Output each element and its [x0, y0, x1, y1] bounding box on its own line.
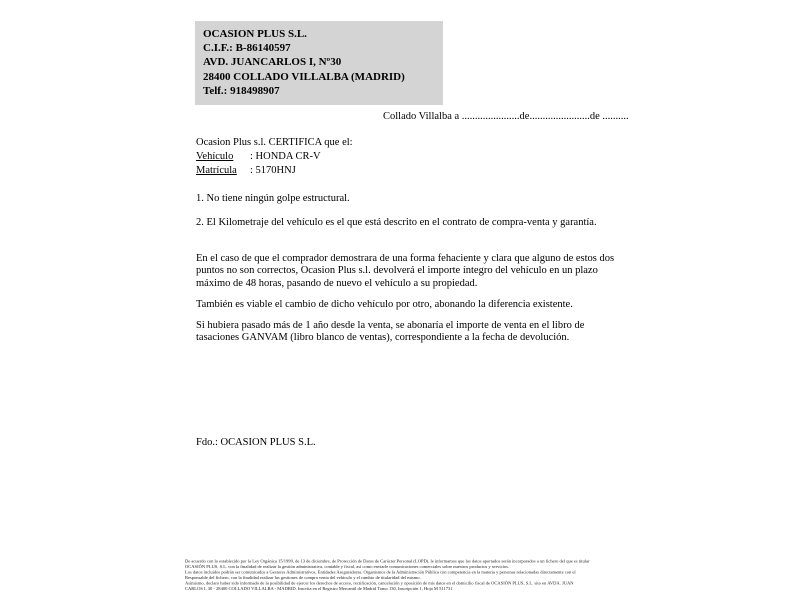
- legal-line: Los datos incluidos podrán ser comunicados a Gestores Administrativos, Entidades Aseguradoras, Organismos de la Administración Pública con competencia en la materia y personas relacionadas directamente con el: [185, 569, 576, 575]
- paragraph-refund: En el caso de que el comprador demostrara de una forma fehaciente y clara que alguno de estos dos puntos no son correctos, Ocasion Plus s.l. devolverá el importe íntegro del vehículo en un plazo máximo de 48 horas, pasando de nuevo el vehículo a su propiedad.: [196, 253, 615, 289]
- legal-line: Responsable del fichero, con la finalidad realizar las gestiones de compra venta del vehículo y el cambio de titularidad del mismo.: [185, 574, 421, 581]
- vehicle-row: [196, 150, 353, 164]
- numbered-points: [196, 193, 620, 240]
- company-name: OCASION PLUS S.L.: [203, 28, 307, 40]
- legal-line: De acuerdo con lo establecido por la Ley Orgánica 15/1999, de 13 de diciembre, de Protección de Datos de Carácter Personal (LOPD), le informamos que los datos aportados serán incorporados a un fichero del que es titular: [185, 558, 590, 564]
- company-phone: Telf.: 918498907: [203, 84, 280, 97]
- company-header-block: [195, 21, 443, 105]
- certification-intro: Ocasion Plus s.l. CERTIFICA que el:: [196, 137, 353, 148]
- legal-line: CARLOS I, 30 - 28400 COLLADO VILLALBA - MADRID. Inscrita en el Registro Mercantil de Madrid Tomo 130, Inscripción 1, Hoja M 511731: [185, 585, 453, 592]
- company-address: AVD. JUANCARLOS I, Nº30: [203, 56, 342, 69]
- legal-line: Asimismo, declaro haber sido informado de la posibilidad de ejercer los derechos de acceso, rectificación, cancelación y oposición de mis datos en el domicilio fiscal de OCASIÓN PLUS, S.L. sito en AVDA. JUAN: [185, 580, 574, 586]
- legal-line: OCASIÓN PLUS, S.L. con la finalidad de realizar la gestión administrativa, contable y fiscal, así como enviarle comunicaciones comerciales sobre nuestros productos y servicios.: [185, 563, 510, 570]
- date-line: Collado Villalba a ......................de.......................de ..........: [383, 111, 629, 122]
- company-cif: C.I.F.: B-86140597: [203, 42, 291, 55]
- point-2: 2. El Kilometraje del vehículo es el que está descrito en el contrato de compra-venta y garantía.: [196, 216, 597, 228]
- vehicle-value: : HONDA CR-V: [250, 151, 321, 162]
- certification-block: [196, 136, 353, 178]
- legal-footer: [185, 558, 615, 591]
- vehicle-label: Vehículo: [196, 151, 234, 162]
- paragraph-ganvam: Si hubiera pasado más de 1 año desde la venta, se abonaría el importe de venta en el libro de tasaciones GANVAM (libro blanco de ventas), correspondiente a la fecha de devolución.: [196, 320, 585, 344]
- plate-label: Matrícula: [196, 165, 237, 176]
- company-city: 28400 COLLADO VILLALBA (MADRID): [203, 70, 405, 83]
- point-1: 1. No tiene ningún golpe estructural.: [196, 193, 350, 204]
- plate-row: [196, 164, 353, 178]
- plate-value: : 5170HNJ: [250, 165, 296, 176]
- body-paragraphs: [196, 253, 620, 354]
- paragraph-exchange: También es viable el cambio de dicho vehículo por otro, abonando la diferencia existente.: [196, 298, 573, 310]
- signature-line: Fdo.: OCASION PLUS S.L.: [196, 437, 316, 448]
